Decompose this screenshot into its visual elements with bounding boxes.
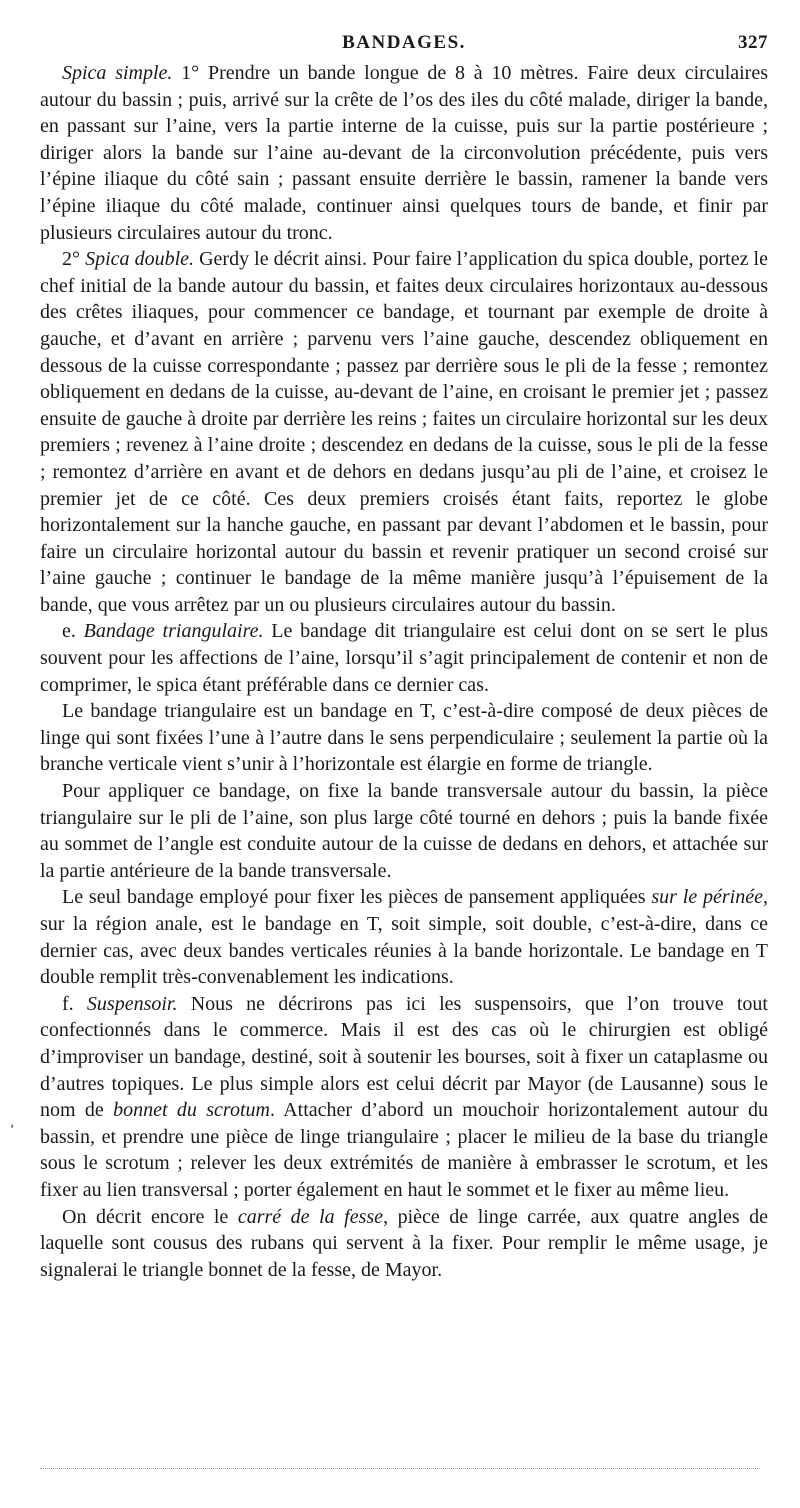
paragraph-seul-bandage <box>40 884 768 990</box>
italic-term-perinee: sur le périnée <box>651 886 763 909</box>
paragraph-spica-simple <box>40 60 768 246</box>
paragraph-spica-double <box>40 246 768 618</box>
paragraph-text: . Attacher d’abord un mouchoir horizontalement autour du bassin, et prendre une pièce de linge triangulaire ; placer le milieu de la base du triangle sous le scrotum ; relever les deux extrémités de manière à embrasser le scrotum, et les fixer au lien transversal ; porter également en haut le sommet et le fixer au même lieu. <box>40 1099 768 1201</box>
footer-dotted-rule <box>40 1468 760 1469</box>
paragraph-text: , pièce de linge carrée, aux quatre angles de laquelle sont cousus des rubans qui servent à la fixer. Pour remplir le même usage, je signalerai le triangle bonnet de la fesse, de Mayor. <box>40 1205 769 1281</box>
heading-spica-double: Spica double. <box>85 248 195 271</box>
paragraph-text: 1° Prendre un bande longue de 8 à 10 mètres. Faire deux circulaires autour du bassin ; puis, arrivé sur la crête de l’os des iles du côté malade, diriger la bande, en passant sur l’aine, vers la partie interne de la cuisse, puis sur la partie postérieure ; diriger alors la bande sur l’aine au-devant de la circonvolution précédente, puis vers l’épine iliaque du côté sain ; passant ensuite derrière le bassin, ramener la bande vers l’épine iliaque du côté malade, continuer ainsi quelques tours de bande, et finir par plusieurs circulaires autour du tronc. <box>40 62 769 244</box>
paragraph-prefix: 2° <box>62 248 86 271</box>
paragraph-text: Gerdy le décrit ainsi. Pour faire l’application du spica double, portez le chef initial de la bande autour du bassin, et faites deux circulaires horizontaux au-dessous des crêtes iliaques, pour commencer ce bandage, et tournant par exemple de droite à gauche, et d’avant en arrière ; parvenu vers l’aine gauche, descendez obliquement en dessous de la cuisse correspondante ; passez par derrière sous le pli de la fesse ; remontez obliquement en dedans de la cuisse, au-devant de l’aine, en croisant le premier jet ; passez ensuite de gauche à droite par derrière les reins ; faites un circulaire horizontal sur les deux premiers ; revenez à l’aine droite ; descendez en dedans de la cuisse, sous le pli de la fesse ; remontez d’arrière en avant et de dehors en dedans jusqu’au pli de l’aine, et croisez le premier jet de ce côté. Ces deux premiers croisés étant faits, reportez le globe horizontalement sur la hanche gauche, en passant par devant l’abdomen et le bassin, pour faire un circulaire horizontal autour du bassin et revenir pratiquer un second croisé sur l’aine gauche ; continuer le bandage de la même manière jusqu’à l’épuisement de la bande, que vous arrêtez par un ou plusieurs circulaires autour du bassin. <box>40 248 768 616</box>
heading-bandage-triangulaire: Bandage triangulaire. <box>83 620 264 643</box>
paragraph-bandage-en-t <box>40 698 768 778</box>
page-body <box>40 60 768 1283</box>
paragraph-prefix: e. <box>62 620 84 643</box>
heading-suspensoir: Suspensoir. <box>86 992 178 1015</box>
paragraph-text-before: On décrit encore le <box>62 1205 238 1228</box>
heading-spica-simple: Spica simple. <box>62 62 173 84</box>
italic-term-bonnet-du-scrotum: bonnet du scrotum <box>113 1099 270 1122</box>
paragraph-text: , sur la région anale, est le bandage en T, soit simple, soit double, c’est-à-dire, dans ce dernier cas, avec deux bandes verticales réunies à la bande horizontale. Le bandage en T double remplit très-convenablement les indications. <box>40 886 768 989</box>
paragraph-text-before: Le seul bandage employé pour fixer les pièces de pansement appliquées <box>62 886 652 909</box>
page-number: 327 <box>738 32 768 53</box>
paragraph-text: Le bandage triangulaire est un bandage en T, c’est-à-dire composé de deux pièces de linge qui sont fixées l’une à l’autre dans le sens perpendiculaire ; seulement la partie où la branche verticale vient s’unir à l’horizontale est élargie en forme de triangle. <box>40 700 768 776</box>
paragraph-suspensoir <box>40 991 768 1204</box>
paragraph-text: Le bandage dit triangulaire est celui dont on se sert le plus souvent pour les affections de l’aine, lorsqu’il s’agit principalement de contenir et non de comprimer, le spica étant préférable dans ce dernier cas. <box>40 620 768 696</box>
running-header <box>40 26 768 60</box>
paragraph-appliquer <box>40 778 768 884</box>
paragraph-bandage-triangulaire <box>40 618 768 698</box>
paragraph-prefix: f. <box>62 992 87 1015</box>
paragraph-carre-fesse <box>40 1204 768 1284</box>
book-page <box>40 26 768 1283</box>
italic-term-carre-de-la-fesse: carré de la fesse <box>237 1205 384 1228</box>
paragraph-text: Pour appliquer ce bandage, on fixe la bande transversale autour du bassin, la pièce triangulaire sur le pli de l’aine, son plus large côté tourné en dehors ; puis la bande fixée au sommet de l’angle est conduite autour de la cuisse de dedans en dehors, et attachée sur la partie antérieure de la bande transversale. <box>40 780 768 882</box>
running-title: BANDAGES. <box>342 32 466 53</box>
paragraph-text-before: Nous ne décrirons pas ici les suspensoirs, que l’on trouve tout confectionnés dans le commerce. Mais il est des cas où le chirurgien est obligé d’improviser un bandage, destiné, soit à soutenir les bourses, soit à fixer un cataplasme ou d’autres topiques. Le plus simple alors est celui décrit par Mayor (de Lausanne) sous le nom de <box>40 992 768 1122</box>
margin-mark: ʻ <box>10 1122 15 1137</box>
